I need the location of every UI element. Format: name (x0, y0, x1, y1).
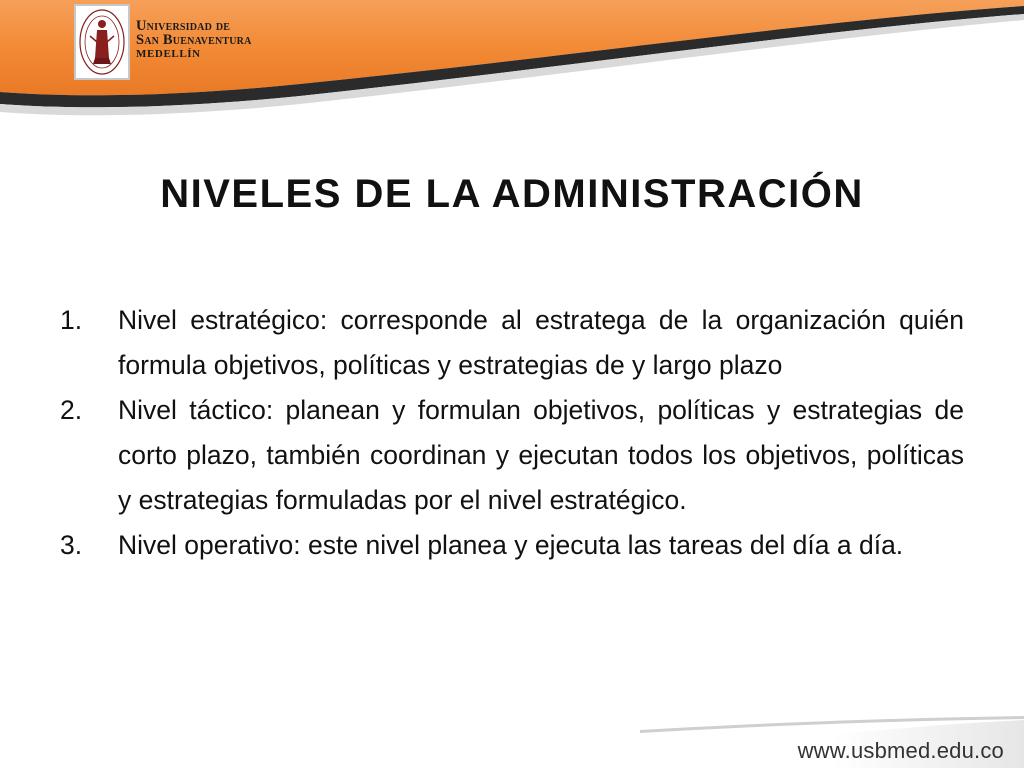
list-item-text: Nivel táctico: planean y formulan objetivos, políticas y estrategias de corto plazo, también coordinan y ejecutan todos los objetivos, políticas y estrategias formuladas por el nivel estratégico. (118, 395, 964, 515)
seal-emblem-icon (76, 6, 128, 78)
institution-name (136, 19, 252, 61)
website-url: www.usbmed.edu.co (797, 738, 1004, 763)
university-seal-logo (74, 4, 130, 80)
list-item (60, 523, 964, 568)
list-item-number: 3. (60, 530, 83, 560)
levels-list (60, 298, 964, 568)
list-item-number: 2. (60, 395, 83, 425)
list-item (60, 298, 964, 388)
institution-name-line1: Universidad de (136, 18, 231, 34)
institution-name-line2: San Buenaventura (136, 32, 252, 48)
institution-name-line3: MEDELLÍN (136, 48, 201, 60)
list-item (60, 388, 964, 523)
list-item-text: Nivel estratégico: corresponde al estratega de la organización quién formula objetivos, políticas y estrategias de y largo plazo (118, 305, 964, 380)
list-item-text: Nivel operativo: este nivel planea y ejecuta las tareas del día a día. (118, 530, 904, 560)
list-item-number: 1. (60, 305, 83, 335)
slide-title: NIVELES DE LA ADMINISTRACIÓN (160, 172, 864, 216)
